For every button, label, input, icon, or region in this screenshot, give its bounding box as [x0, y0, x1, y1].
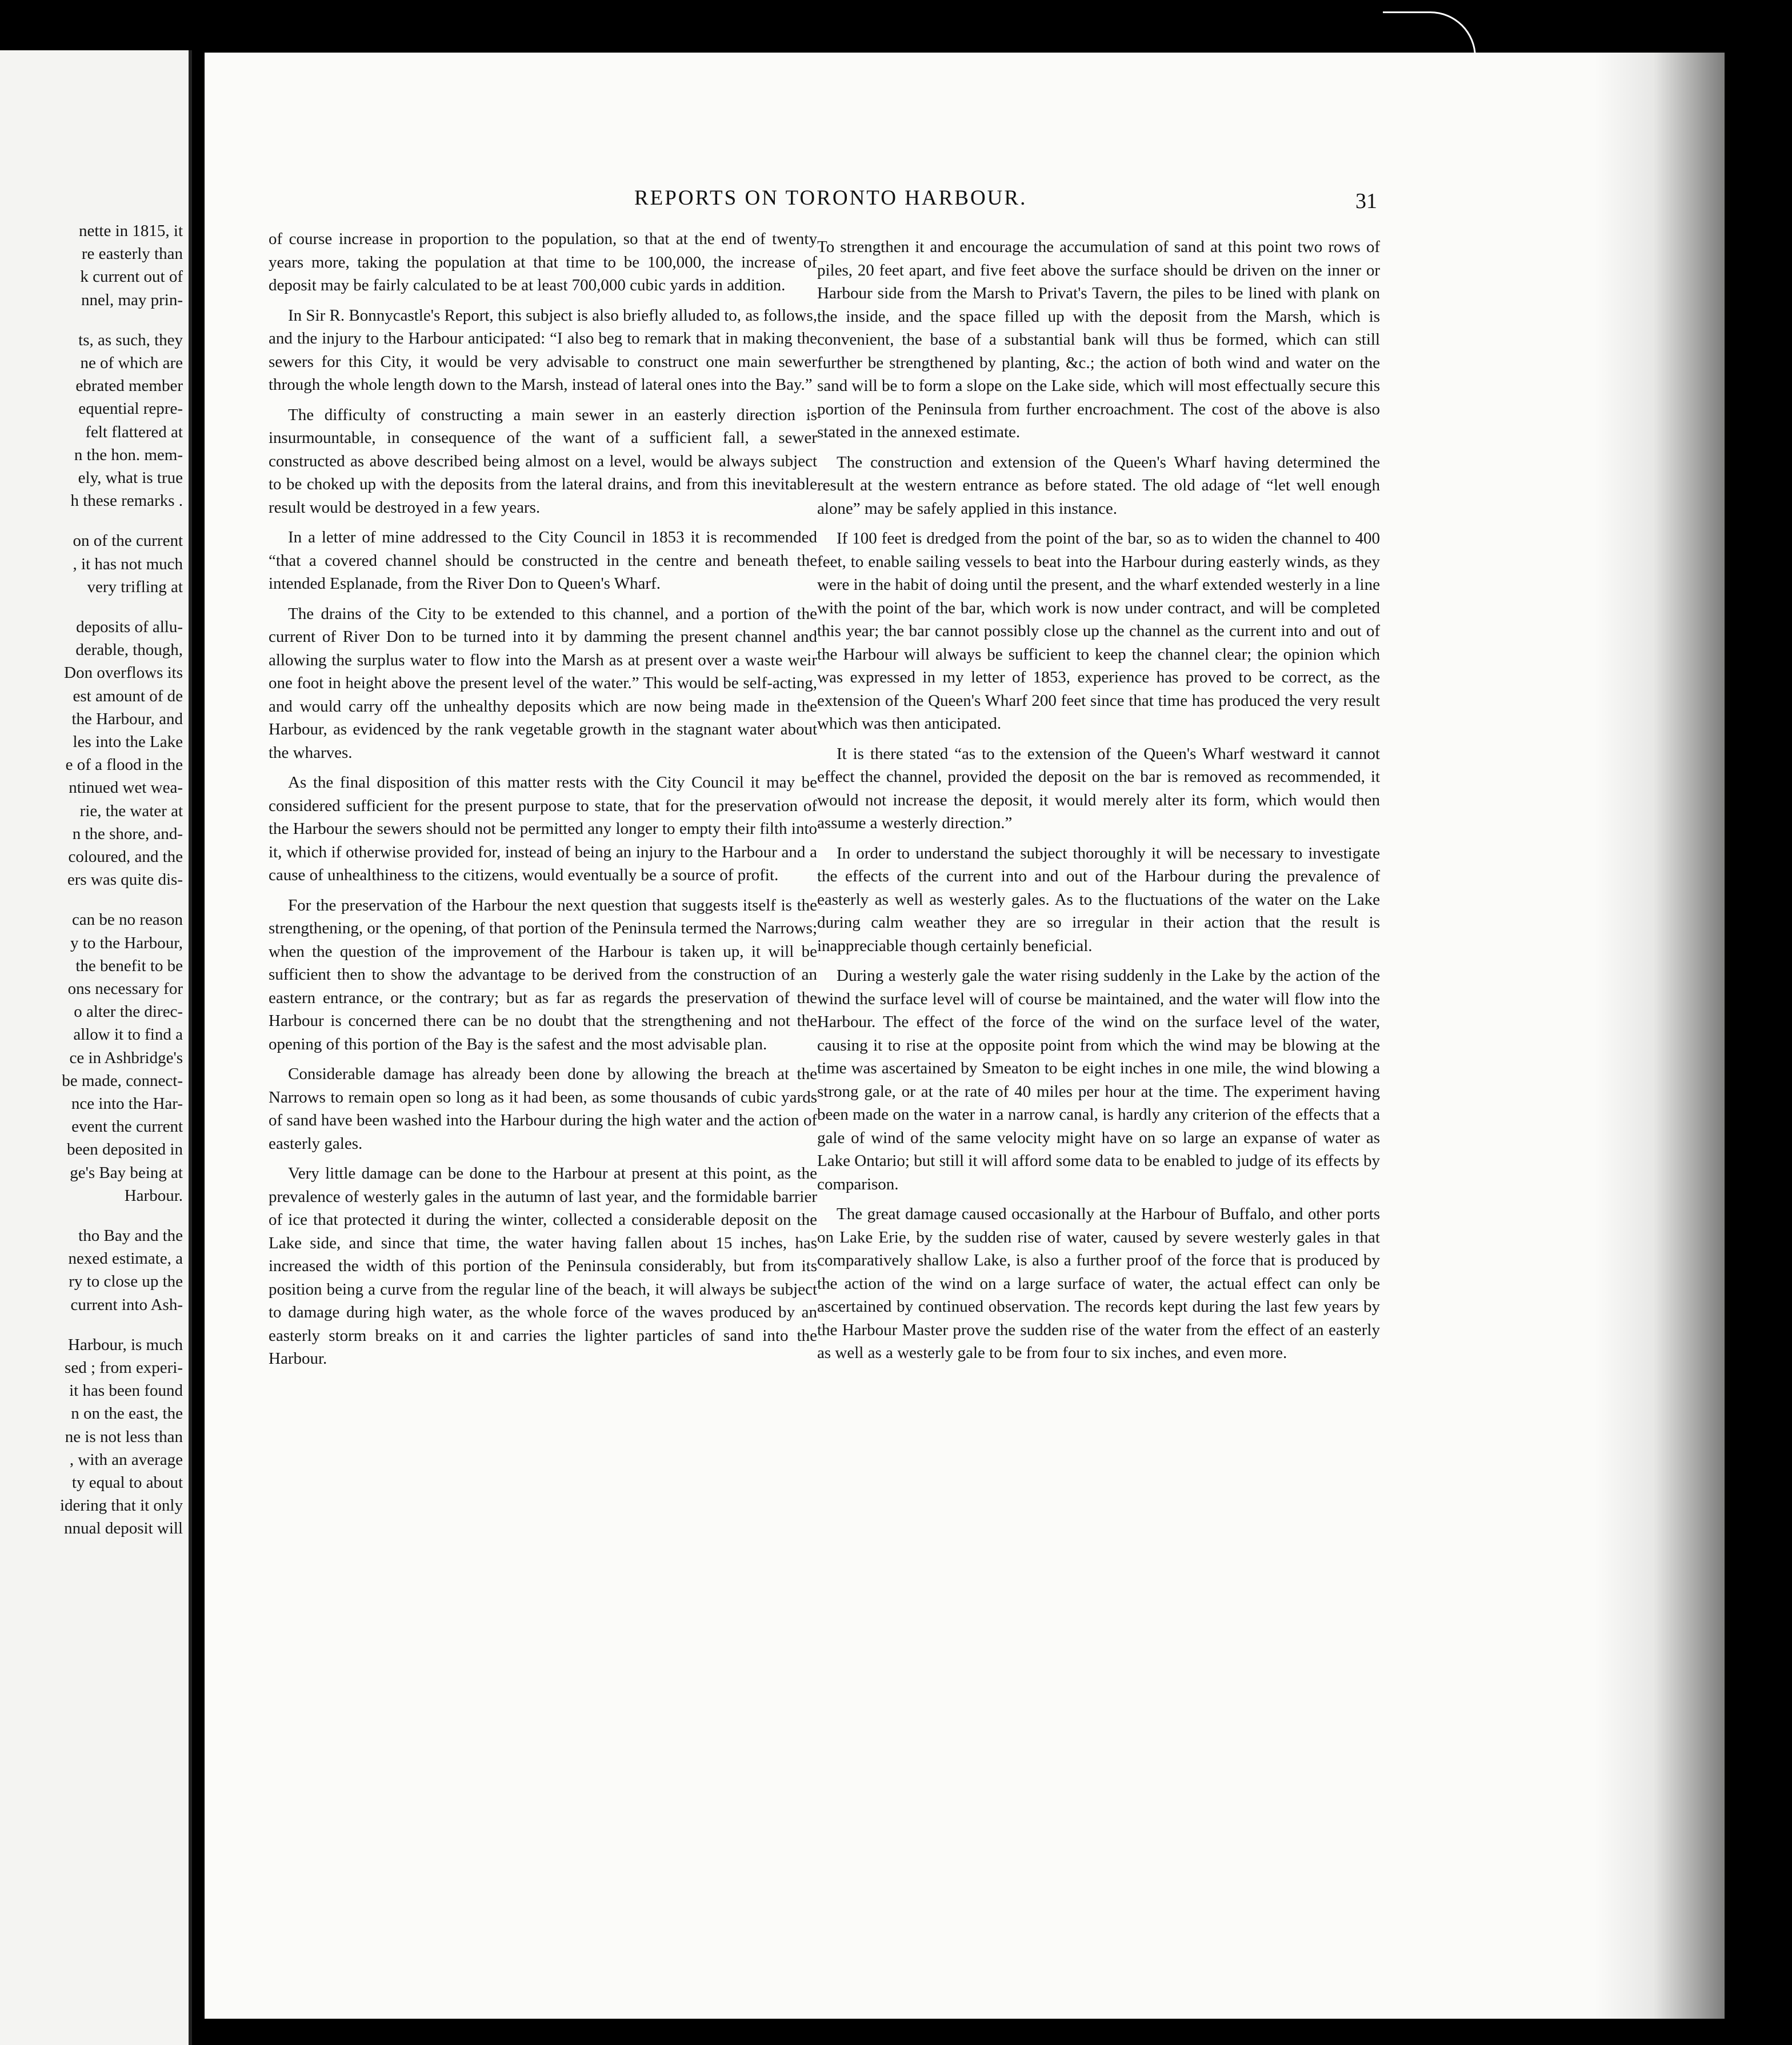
previous-page-line: allow it to find a — [73, 1025, 183, 1044]
previous-page-line: ts, as such, they — [78, 330, 183, 349]
scan-artifact — [1211, 0, 1280, 40]
previous-page-line: o alter the direc- — [74, 1002, 183, 1021]
previous-page-line: can be no reason — [71, 910, 183, 929]
previous-page-line: Harbour, is much — [68, 1335, 183, 1354]
paragraph: The great damage caused occasionally at the Harbour of Buffalo, and other ports on Lake Erie, by the sudden rise of water, caused by severe westerly gales in that comparatively shallow Lake, is also a further proof of the force that is produced by the action of the wind on a large surface of water, the actual effect can only be ascertained by continued observation. The records kept during the last few years by the Harbour Master prove the sudden rise of the water from the effect of an easterly as well as a westerly gale to be from four to six inches, and even more. — [817, 1205, 1380, 1362]
previous-page-line: re easterly than — [81, 245, 183, 263]
paragraph: It is there stated “as to the extension of the Queen's Wharf westward it cannot effect the channel, provided the deposit on the bar is removed as recommended, it would not increase the deposit, it would merely alter its form, which would then assume a westerly direction.” — [817, 744, 1380, 832]
previous-page-line: e of a flood in the — [65, 756, 183, 774]
previous-page-line: Harbour. — [124, 1186, 183, 1205]
previous-page-line: equential repre- — [78, 400, 183, 418]
previous-page-line: n the hon. mem- — [74, 445, 183, 464]
previous-page-line: tho Bay and the — [78, 1227, 183, 1245]
previous-page-line: coloured, and the — [68, 848, 183, 866]
previous-page-line: ely, what is true — [78, 469, 183, 487]
previous-page-line: Don overflows its — [64, 664, 183, 682]
previous-page-line: nette in 1815, it — [78, 222, 183, 240]
previous-page-line: , it has not much — [73, 554, 183, 573]
paragraph: If 100 feet is dredged from the point of the bar, so as to widen the channel to 400 feet, to enable sailing vessels to beat into the Harbour during easterly winds, as they were in the habit of doing until the present, and the wharf extended westerly in a line with the point of the bar, which work is now under contract, and will be completed this year; the bar cannot possibly close up the channel as the current into and out of the Harbour will always be sufficient to keep the channel clear; the opinion which was expressed in my letter of 1853, experience has proved to be correct, as the extension of the Queen's Wharf 200 feet since that time has produced the very result which was then anticipated. — [817, 529, 1380, 733]
previous-page-line: derable, though, — [75, 641, 183, 660]
paragraph: During a westerly gale the water rising suddenly in the Lake by the action of the wind the surface level will of course be maintained, and the water will flow into the Harbour. The effect of the force of the wind on the surface level of the water, causing it to rise at the opposite point from which the wind may be blowing at the time was ascertained by Smeaton to be eight inches in one mile, the wind blowing a strong gale, or at the rate of 40 miles per hour at the time. The experiment having been made on the water in a narrow canal, is hardly any criterion of the effects that a gale of wind of the same velocity might have on so large an expanse of water as Lake Ontario; but still it will afford some data to be enabled to judge of its effects by comparison. — [817, 966, 1380, 1193]
paragraph: In a letter of mine addressed to the City Council in 1853 it is recommended “that a covered channel should be constructed in the centre and beneath the intended Esplanade, from the River Don to Queen's Wharf. — [269, 528, 817, 593]
previous-page-line: felt flattered at — [85, 422, 183, 441]
previous-page-line: ne of which are — [80, 354, 183, 372]
paragraph: of course increase in proportion to the population, so that at the end of twenty years more, taking the population at that time to be 100,000, the increase of deposit may be fairly calculated to be at least 700,000 cubic yards in addition. — [269, 230, 817, 294]
previous-page-line: nce into the Har- — [71, 1095, 183, 1113]
previous-page-line: ne is not less than — [65, 1427, 183, 1446]
paragraph: The difficulty of constructing a main sewer in an easterly direction is insurmountable, in consequence of the want of a sufficient fall, a sewer constructed as above described being almost on a level, would be always subject to be choked up with the deposits from the lateral drains, and from this inevitable result would be destroyed in a few years. — [269, 405, 817, 517]
previous-page-line: nnual deposit will — [64, 1519, 183, 1538]
previous-page-line: , with an average — [69, 1450, 183, 1469]
previous-page-line: ry to close up the — [69, 1272, 183, 1291]
previous-page-line: ce in Ashbridge's — [69, 1048, 183, 1067]
paragraph: Considerable damage has already been done by allowing the breach at the Narrows to remain open so long as it had been, as some thousands of cubic yards of sand have been washed into the Harbour during the high water and the action of easterly gales. — [269, 1065, 817, 1153]
text-column-left — [269, 227, 817, 1377]
previous-page-fragment — [0, 50, 192, 2045]
previous-page-line: rie, the water at — [79, 801, 183, 820]
previous-page-line: nnel, may prin- — [81, 290, 183, 309]
previous-page-line: the benefit to be — [75, 956, 183, 975]
paragraph: The construction and extension of the Queen's Wharf having determined the result at the western entrance as before stated. The old adage of “let well enough alone” may be safely applied in this instance. — [817, 453, 1380, 518]
previous-page-line: ge's Bay being at — [70, 1163, 183, 1182]
previous-page-line: ntinued wet wea- — [69, 778, 183, 797]
previous-page-line: ons necessary for — [67, 980, 183, 998]
previous-page-line: it has been found — [69, 1381, 183, 1400]
paragraph: For the preservation of the Harbour the next question that suggests itself is the strengthening, or the opening, of that portion of the Peninsula termed the Narrows; when the question of the improvement of the Harbour is taken up, it will be sufficient then to show the advantage to be derived from the construction of an eastern entrance, or the contrary; but as far as regards the preservation of the Harbour is concerned there can be no doubt that the strengthening and not the opening of this portion of the Bay is the safest and the most advisable plan. — [269, 896, 818, 1053]
previous-page-line: deposits of allu- — [76, 618, 183, 636]
previous-page-line: les into the Lake — [73, 733, 183, 751]
previous-page-line: be made, connect- — [62, 1071, 183, 1090]
previous-page-line: k current out of — [80, 267, 183, 286]
previous-page-line: ebrated member — [75, 377, 183, 396]
paragraph: Very little damage can be done to the Harbour at present at this point, as the prevalence of westerly gales in the autumn of last year, and the formidable barrier of ice that protected it during the winter, collected a considerable deposit on the Lake side, and since that time, the water having fallen about 15 inches, has increased the width of this portion of the Peninsula considerably, but from its position being a curve from the regular line of the beach, it will always be subject to damage during high water, as the whole force of the waves produced by an easterly storm breaks on it and carries the lighter particles of sand into the Harbour. — [269, 1164, 817, 1368]
previous-page-line: y to the Harbour, — [70, 933, 183, 952]
text-column-right — [817, 235, 1380, 1372]
previous-page-line: current into Ash- — [70, 1295, 183, 1314]
previous-page-line: nexed estimate, a — [68, 1249, 183, 1268]
previous-page-line: the Harbour, and — [71, 709, 183, 728]
paragraph: As the final disposition of this matter rests with the City Council it may be considered sufficient for the present purpose to state, that for the preservation of the Harbour the sewers should not be permitted any longer to empty their filth into it, which if otherwise provided for, instead of being an injury to the Harbour and a cause of unhealthiness to the citizens, would eventually be a source of profit. — [269, 773, 817, 884]
previous-page-line: very trifling at — [87, 577, 183, 596]
page-number: 31 — [1355, 189, 1377, 213]
previous-page-line: h these remarks . — [70, 492, 183, 510]
previous-page-line: est amount of de — [73, 686, 183, 705]
previous-page-line: ty equal to about — [71, 1473, 183, 1492]
paragraph: To strengthen it and encourage the accumulation of sand at this point two rows of piles, 20 feet apart, and five feet above the surface should be driven on the inner or Harbour side from the Marsh to Privat's Tavern, the piles to be lined with plank on the inside, and the space filled up with the deposit from the Marsh, which is convenient, the base of a substantial bank will thus be formed, which can still further be strengthened by planting, &c.; the action of both wind and water on the sand will be to form a slope on the Lake side, which will most effectually secure this portion of the Peninsula from further encroachment. The cost of the above is also stated in the annexed estimate. — [817, 238, 1380, 441]
previous-page-line: sed ; from experi- — [65, 1359, 183, 1377]
previous-page-line: idering that it only — [59, 1496, 183, 1515]
paragraph: The drains of the City to be extended to this channel, and a portion of the current of River Don to be turned into it by damming the present channel and allowing the surplus water to flow into the Marsh as at present over a waste weir one foot in height above the present level of the water.” This would be self-acting, and would carry off the unhealthy deposits which are now being made in the Harbour, as evidenced by the rank vegetable growth in the stagnant water about the wharves. — [269, 604, 817, 762]
previous-page-line: n the shore, and- — [72, 824, 183, 843]
previous-page-line: event the current — [71, 1117, 183, 1136]
previous-page-line: ers was quite dis- — [67, 870, 183, 889]
paragraph: In Sir R. Bonnycastle's Report, this subject is also briefly alluded to, as follows, and the injury to the Harbour anticipated: “I also beg to remark that in making the sewers for this City, it would be very advisable to construct one main sewer through the whole length down to the Marsh, instead of lateral ones into the Bay.” — [269, 306, 817, 394]
previous-page-line: n on the east, the — [71, 1404, 183, 1423]
previous-page-line: been deposited in — [67, 1140, 183, 1159]
previous-page-line: on of the current — [73, 532, 183, 550]
paragraph: In order to understand the subject thoroughly it will be necessary to investigate the effects of the current into and out of the Harbour during the prevalence of easterly as well as westerly gales. As to the fluctuations of the water on the Lake during calm weather they are so irregular in their action that the result is inappreciable though certainly beneficial. — [817, 844, 1380, 955]
running-head: REPORTS ON TORONTO HARBOUR. — [634, 186, 1027, 210]
